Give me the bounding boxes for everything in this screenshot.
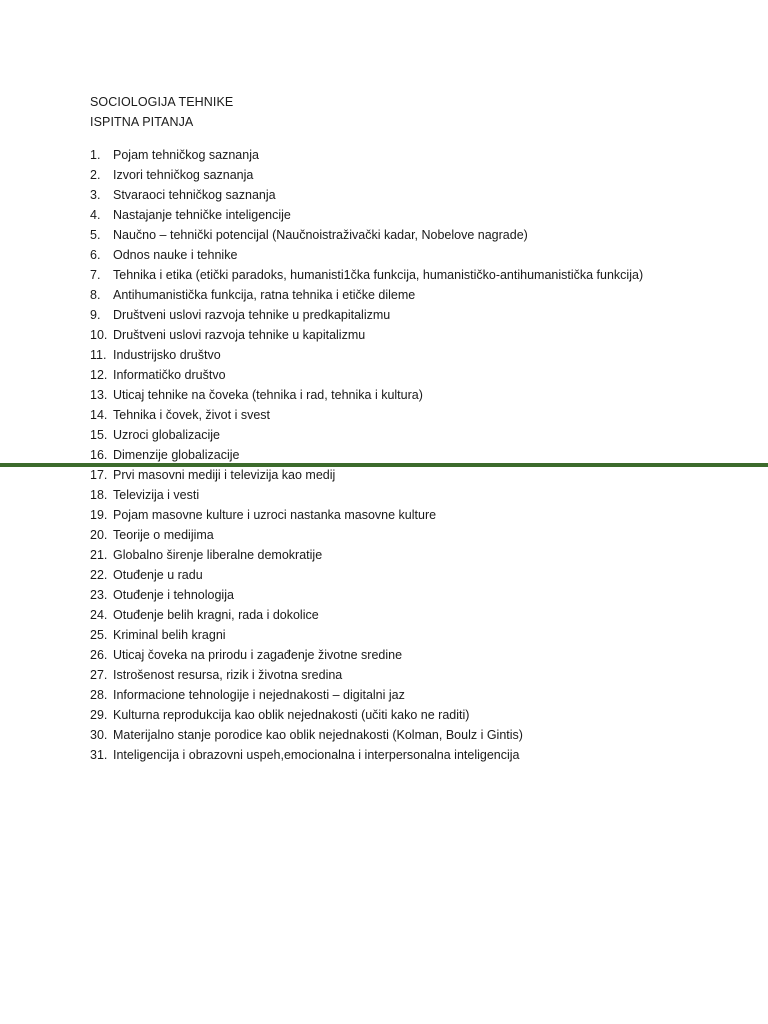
question-text: Uzroci globalizacije <box>113 428 220 442</box>
question-item <box>90 405 730 425</box>
question-text: Dimenzije globalizacije <box>113 448 240 462</box>
question-number: 28. <box>90 688 108 702</box>
question-item <box>90 145 730 165</box>
question-item <box>90 565 730 585</box>
question-text: Industrijsko društvo <box>113 348 221 362</box>
question-text: Odnos nauke i tehnike <box>113 248 238 262</box>
question-text: Otuđenje belih kragni, rada i dokolice <box>113 608 319 622</box>
question-text: Teorije o medijima <box>113 528 214 542</box>
question-number: 13. <box>90 388 108 402</box>
document-title: SOCIOLOGIJA TEHNIKE <box>90 95 234 109</box>
question-number: 31. <box>90 748 108 762</box>
question-text: Društveni uslovi razvoja tehnike u kapitalizmu <box>113 328 366 342</box>
question-item <box>90 525 730 545</box>
question-text: Pojam masovne kulture i uzroci nastanka masovne kulture <box>113 508 437 522</box>
question-text: Inteligencija i obrazovni uspeh,emocionalna i interpersonalna inteligencija <box>113 748 520 762</box>
question-number: 12. <box>90 368 108 382</box>
question-number: 18. <box>90 488 108 502</box>
question-number: 26. <box>90 648 108 662</box>
question-text: Izvori tehničkog saznanja <box>113 168 254 182</box>
question-item <box>90 365 730 385</box>
document-subtitle: ISPITNA PITANJA <box>90 115 194 129</box>
question-number: 25. <box>90 628 108 642</box>
question-number: 19. <box>90 508 108 522</box>
question-text: Društveni uslovi razvoja tehnike u predkapitalizmu <box>113 308 391 322</box>
question-text: Kriminal belih kragni <box>113 628 226 642</box>
question-item <box>90 625 730 645</box>
question-text: Otuđenje i tehnologija <box>113 588 234 602</box>
question-number: 15. <box>90 428 108 442</box>
question-item <box>90 345 730 365</box>
question-item <box>90 325 730 345</box>
question-number: 5. <box>90 228 101 242</box>
question-number: 30. <box>90 728 108 742</box>
question-item <box>90 585 730 605</box>
question-number: 2. <box>90 168 101 182</box>
question-number: 24. <box>90 608 108 622</box>
question-item <box>90 485 730 505</box>
question-number: 6. <box>90 248 101 262</box>
question-item <box>90 685 730 705</box>
question-item <box>90 245 730 265</box>
question-number: 29. <box>90 708 108 722</box>
question-text: Naučno – tehnički potencijal (Naučnoistraživački kadar, Nobelove nagrade) <box>113 228 528 242</box>
question-text: Kulturna reprodukcija kao oblik nejednakosti (učiti kako ne raditi) <box>113 708 470 722</box>
question-item <box>90 505 730 525</box>
question-number: 16. <box>90 448 108 462</box>
question-number: 14. <box>90 408 108 422</box>
question-text: Nastajanje tehničke inteligencije <box>113 208 291 222</box>
question-text: Televizija i vesti <box>113 488 200 502</box>
question-item <box>90 745 730 765</box>
question-text: Tehnika i čovek, život i svest <box>113 408 271 422</box>
question-item <box>90 665 730 685</box>
question-number: 21. <box>90 548 108 562</box>
question-number: 9. <box>90 308 101 322</box>
question-item <box>90 305 730 325</box>
question-number: 27. <box>90 668 108 682</box>
question-item <box>90 545 730 565</box>
question-item <box>90 705 730 725</box>
page-break-divider <box>0 463 768 467</box>
question-item <box>90 205 730 225</box>
question-text: Informatičko društvo <box>113 368 226 382</box>
question-number: 20. <box>90 528 108 542</box>
question-text: Tehnika i etika (etički paradoks, humanisti1čka funkcija, humanističko-antihumanistička funkcija) <box>113 268 644 282</box>
question-item <box>90 385 730 405</box>
question-number: 11. <box>90 348 107 362</box>
question-number: 7. <box>90 268 101 282</box>
question-number: 22. <box>90 568 108 582</box>
question-text: Uticaj tehnike na čoveka (tehnika i rad, tehnika i kultura) <box>113 388 423 402</box>
question-number: 17. <box>90 468 108 482</box>
exam-question-list <box>90 145 730 765</box>
question-item <box>90 425 730 445</box>
question-item <box>90 185 730 205</box>
question-text: Uticaj čoveka na prirodu i zagađenje životne sredine <box>113 648 403 662</box>
question-number: 23. <box>90 588 108 602</box>
question-number: 8. <box>90 288 101 302</box>
question-text: Istrošenost resursa, rizik i životna sredina <box>113 668 343 682</box>
question-text: Pojam tehničkog saznanja <box>113 148 259 162</box>
question-item <box>90 165 730 185</box>
question-text: Stvaraoci tehničkog saznanja <box>113 188 276 202</box>
question-item <box>90 605 730 625</box>
question-number: 10. <box>90 328 108 342</box>
question-text: Otuđenje u radu <box>113 568 203 582</box>
question-text: Informacione tehnologije i nejednakosti – digitalni jaz <box>113 688 405 702</box>
question-number: 3. <box>90 188 101 202</box>
question-item <box>90 445 730 465</box>
question-text: Prvi masovni mediji i televizija kao medij <box>113 468 336 482</box>
question-item <box>90 265 730 285</box>
question-number: 4. <box>90 208 101 222</box>
question-item <box>90 225 730 245</box>
question-text: Materijalno stanje porodice kao oblik nejednakosti (Kolman, Boulz i Gintis) <box>113 728 523 742</box>
question-item <box>90 645 730 665</box>
question-text: Globalno širenje liberalne demokratije <box>113 548 323 562</box>
question-item <box>90 465 730 485</box>
question-text: Antihumanistička funkcija, ratna tehnika i etičke dileme <box>113 288 416 302</box>
question-item <box>90 725 730 745</box>
question-item <box>90 285 730 305</box>
question-number: 1. <box>90 148 101 162</box>
